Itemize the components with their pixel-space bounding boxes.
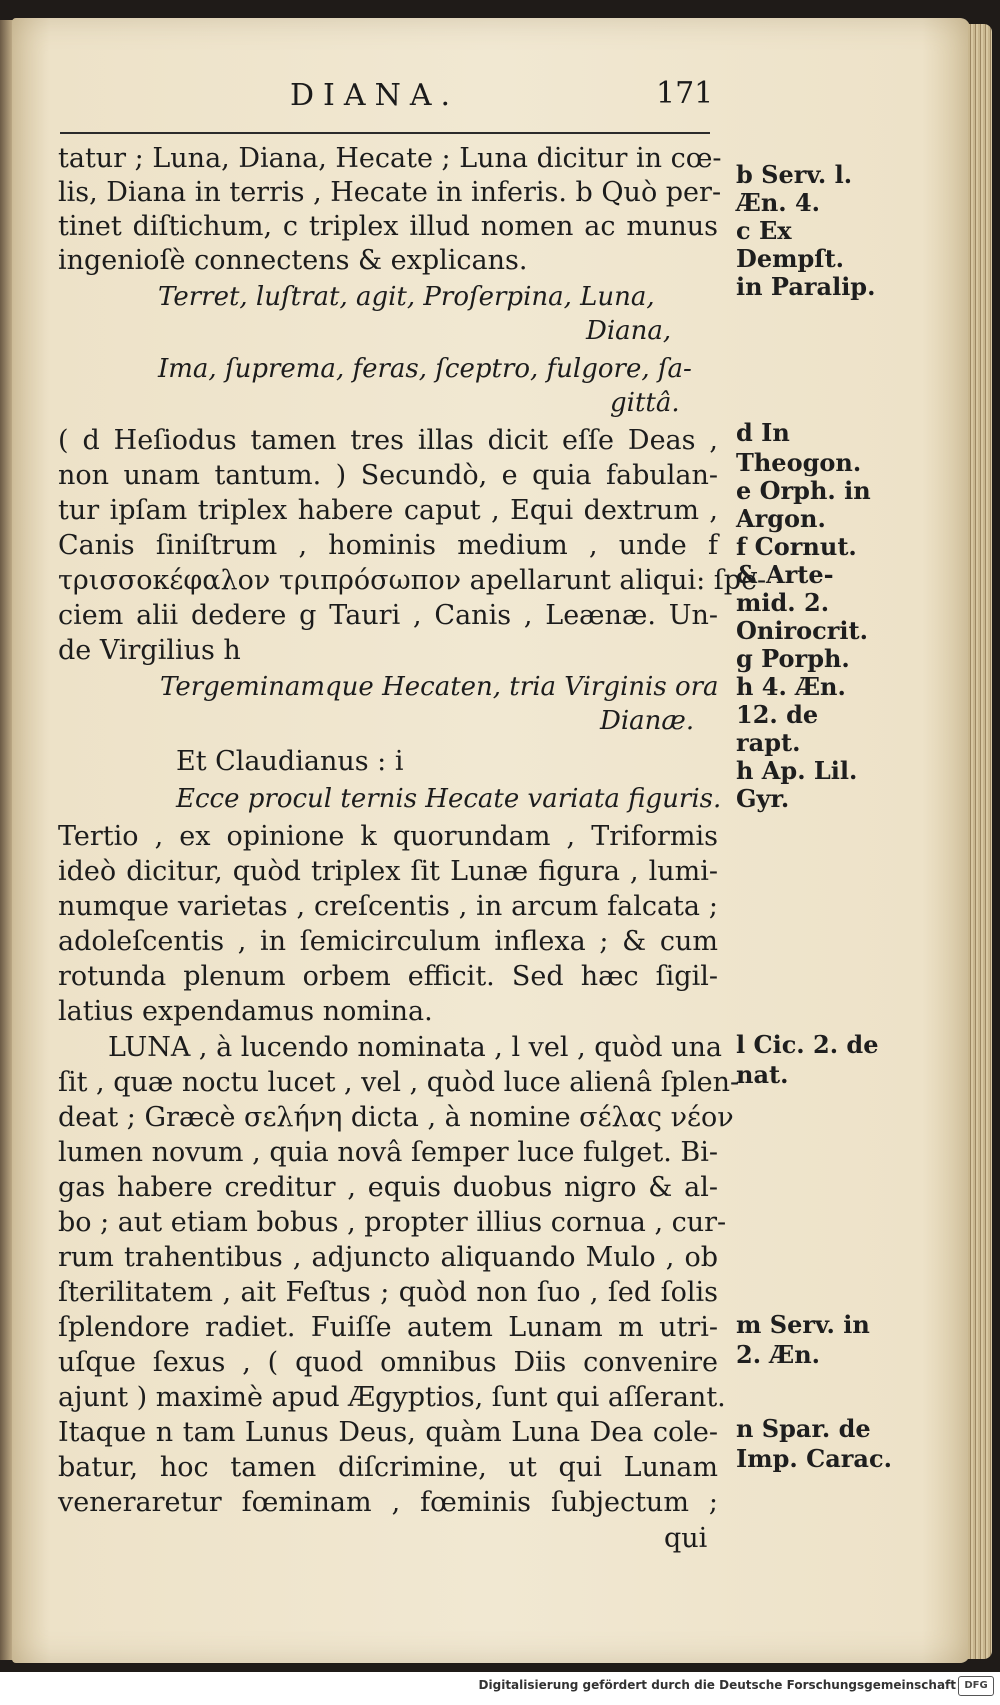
text-line: batur, hoc tamen diſcrimine, ut qui Lunam	[58, 1452, 718, 1483]
text-line: uſque ſexus , ( quod omnibus Diis convenire	[58, 1347, 718, 1378]
text-line: Et Claudianus : i	[176, 746, 404, 777]
verse-line: Ima, ſuprema, feras, ſceptro, fulgore, ſa-	[158, 354, 692, 384]
text-line: rotunda plenum orbem efficit. Sed hæc ſigil-	[58, 961, 718, 992]
text-line: LUNA , à lucendo nominata , l vel , quòd una	[108, 1032, 722, 1063]
margin-note: Theogon.	[736, 448, 862, 477]
header-rule	[60, 132, 710, 134]
text-line: Canis ſiniſtrum , hominis medium , unde f	[58, 530, 718, 561]
text-line: ſit , quæ noctu lucet , vel , quòd luce alienâ ſplen-	[58, 1067, 740, 1098]
page-number: 171	[656, 76, 714, 111]
text-line: ajunt ) maximè apud Ægyptios, ſunt qui aſſerant.	[58, 1382, 726, 1413]
margin-note: l Cic. 2. de	[736, 1030, 879, 1059]
margin-note: h Ap. Lil.	[736, 756, 858, 785]
margin-note: b Serv. l.	[736, 160, 853, 189]
text-line: tinet diſtichum, c triplex illud nomen ac munus	[58, 211, 718, 242]
margin-note: m Serv. in	[736, 1310, 870, 1339]
verse-line: Ecce procul ternis Hecate variata figuris.	[176, 784, 722, 814]
text-line: ingenioſè connectens & explicans.	[58, 245, 528, 276]
text-line: ciem alii dedere g Tauri , Canis , Leænæ. Un-	[58, 600, 718, 631]
text-line: lis, Diana in terris , Hecate in inferis. b Quò per-	[58, 177, 722, 208]
funding-credit: Digitalisierung gefördert durch die Deutsche Forschungsgemeinschaft	[478, 1678, 956, 1692]
margin-note: e Orph. in	[736, 476, 871, 505]
text-line: ( d Heſiodus tamen tres illas dicit eſſe Deas ,	[58, 425, 718, 456]
text-line: Itaque n tam Lunus Deus, quàm Luna Dea cole-	[58, 1417, 718, 1448]
margin-note: mid. 2.	[736, 588, 830, 617]
verse-line: Diana,	[586, 316, 672, 346]
verse-line: Dianæ.	[600, 706, 695, 736]
margin-note: h 4. Æn.	[736, 672, 846, 701]
margin-note: Dempſt.	[736, 244, 845, 273]
text-line: tur ipſam triplex habere caput , Equi dextrum ,	[58, 495, 718, 526]
text-line: tatur ; Luna, Diana, Hecate ; Luna dicitur in cœ-	[58, 143, 722, 174]
text-line: veneraretur fœminam , fœminis ſubjectum ;	[58, 1487, 718, 1518]
text-line: deat ; Græcè σελήνη dicta , à nomine σέλας νέον	[58, 1102, 734, 1133]
margin-note: f Cornut.	[736, 532, 857, 561]
margin-note: d In	[736, 418, 790, 447]
text-line: de Virgilius h	[58, 635, 241, 666]
text-line: Tertio , ex opinione k quorundam , Triformis	[58, 821, 718, 852]
margin-note: Argon.	[736, 504, 826, 533]
verse-line: Tergeminamque Hecaten, tria Virginis ora	[160, 672, 719, 702]
text-line: lumen novum , quia novâ ſemper luce fulget. Bi-	[58, 1137, 718, 1168]
margin-note: in Paralip.	[736, 272, 876, 301]
margin-note: Onirocrit.	[736, 616, 868, 645]
text-line: non unam tantum. ) Secundò, e quia fabulan-	[58, 460, 718, 491]
margin-note: 12. de	[736, 700, 819, 729]
text-line: numque varietas , creſcentis , in arcum falcata ;	[58, 891, 718, 922]
page-edges	[968, 24, 992, 1659]
text-line: τρισσοκέφαλον τριπρόσωπον apellarunt aliqui: ſpe-	[58, 565, 767, 596]
margin-note: g Porph.	[736, 644, 850, 673]
text-line: ſplendore radiet. Fuiſſe autem Lunam m utri-	[58, 1312, 718, 1343]
text-line: gas habere creditur , equis duobus nigro & al-	[58, 1172, 718, 1203]
text-line: latius expendamus nomina.	[58, 996, 433, 1027]
verse-line: gittâ.	[610, 388, 680, 418]
margin-note: Gyr.	[736, 784, 790, 813]
text-line: bo ; aut etiam bobus , propter illius cornua , cur-	[58, 1207, 727, 1238]
text-line: adoleſcentis , in ſemicirculum inflexa ; & cum	[58, 926, 718, 957]
text-line: rum trahentibus , adjuncto aliquando Mulo , ob	[58, 1242, 718, 1273]
margin-note: Æn. 4.	[736, 188, 821, 217]
margin-note: & Arte-	[736, 560, 834, 589]
margin-note: rapt.	[736, 728, 801, 757]
running-title: DIANA.	[290, 78, 460, 113]
verse-line: Terret, luſtrat, agit, Proſerpina, Luna,	[158, 282, 655, 312]
margin-note: Imp. Carac.	[736, 1444, 892, 1473]
margin-note: n Spar. de	[736, 1414, 871, 1443]
text-line: ideò dicitur, quòd triplex ſit Lunæ figura , lumi-	[58, 856, 718, 887]
margin-note: 2. Æn.	[736, 1340, 821, 1369]
dfg-logo: DFG	[958, 1676, 994, 1696]
catchword: qui	[664, 1523, 708, 1554]
margin-note: c Ex	[736, 216, 792, 245]
margin-note: nat.	[736, 1060, 789, 1089]
text-line: ſterilitatem , ait Feſtus ; quòd non ſuo , ſed ſolis	[58, 1277, 718, 1308]
